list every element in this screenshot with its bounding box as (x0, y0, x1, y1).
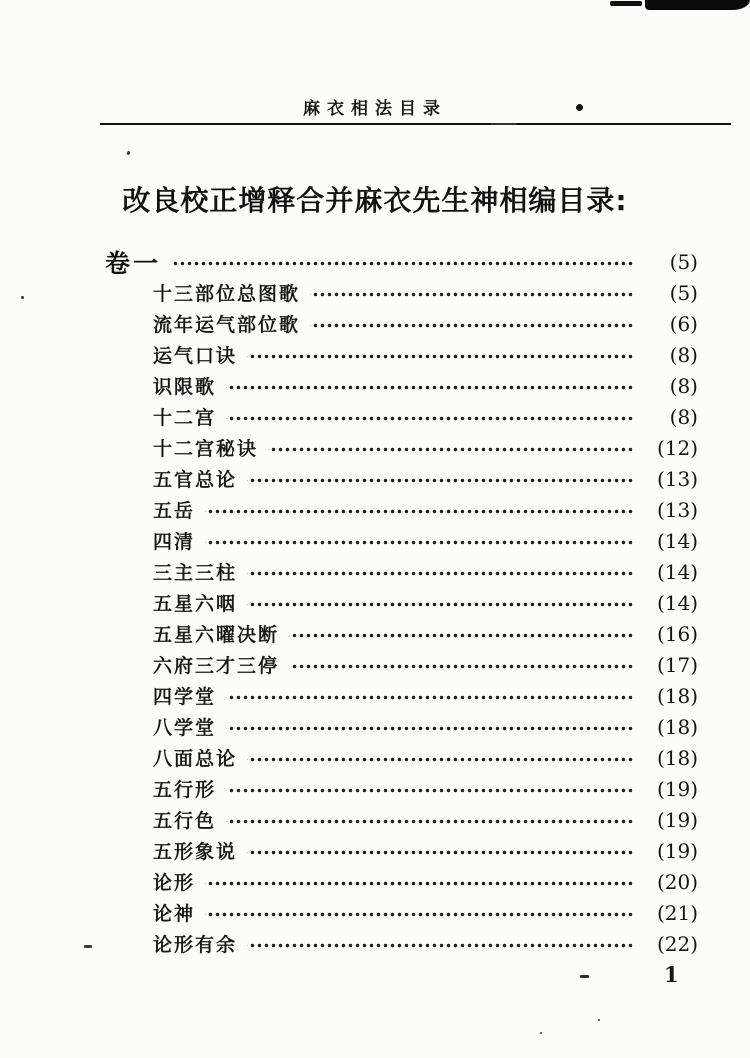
toc-entry (105, 525, 698, 556)
toc-entry-page: (5) (669, 280, 698, 305)
toc-entry-label: 十二宫秘诀 (153, 438, 259, 460)
toc-entry-label: 识限歌 (153, 376, 217, 398)
toc-entry-label: 八学堂 (153, 717, 217, 739)
scan-artifact-corner (645, 0, 750, 10)
toc-entry-page: (14) (656, 559, 698, 584)
toc-entry (105, 246, 698, 277)
toc-entry-label: 十二宫 (153, 407, 217, 429)
toc-entry (105, 680, 698, 711)
toc-entry-label: 五岳 (153, 500, 196, 522)
scan-speck (84, 945, 92, 948)
dot-leader (226, 818, 634, 826)
toc-entry-label: 五行色 (153, 810, 217, 832)
toc-entry (105, 804, 698, 835)
toc-entry (105, 711, 698, 742)
toc-entry-page: (17) (656, 652, 698, 677)
toc-entry (105, 866, 698, 897)
dot-leader (171, 260, 634, 268)
toc-list (105, 246, 698, 959)
toc-entry (105, 494, 698, 525)
toc-entry (105, 587, 698, 618)
toc-entry-page: (14) (656, 590, 698, 615)
toc-entry-page: (5) (669, 249, 698, 274)
toc-entry-label: 十三部位总图歌 (153, 283, 301, 305)
toc-entry (105, 308, 698, 339)
toc-entry-page: (22) (656, 931, 698, 956)
toc-entry (105, 897, 698, 928)
toc-entry-label: 四清 (153, 531, 196, 553)
toc-entry-page: (6) (669, 311, 698, 336)
toc-entry-label: 五形象说 (153, 841, 238, 863)
dot-leader (226, 725, 634, 733)
toc-entry-label: 卷一 (105, 248, 162, 278)
toc-entry-page: (8) (669, 342, 698, 367)
scan-speck (126, 151, 130, 156)
toc-entry-page: (8) (669, 404, 698, 429)
scan-speck (21, 296, 24, 299)
toc-entry (105, 277, 698, 308)
toc-entry-label: 流年运气部位歌 (153, 314, 301, 336)
toc-entry (105, 742, 698, 773)
toc-entry (105, 773, 698, 804)
toc-entry-label: 五星六咽 (153, 593, 238, 615)
scan-dash (580, 975, 589, 978)
toc-entry (105, 835, 698, 866)
toc-entry-page: (21) (656, 900, 698, 925)
toc-entry-page: (8) (669, 373, 698, 398)
toc-entry-label: 六府三才三停 (153, 655, 280, 677)
toc-entry (105, 618, 698, 649)
dot-leader (247, 849, 634, 857)
toc-entry-page: (19) (656, 838, 698, 863)
dot-leader (247, 570, 634, 578)
toc-entry-page: (18) (656, 714, 698, 739)
toc-entry (105, 463, 698, 494)
toc-entry-page: (20) (656, 869, 698, 894)
dot-leader (247, 601, 634, 609)
dot-leader (205, 880, 634, 888)
toc-entry-label: 八面总论 (153, 748, 238, 770)
toc-entry-page: (16) (656, 621, 698, 646)
header-rule (100, 123, 731, 125)
dot-leader (226, 694, 634, 702)
running-header: 麻衣相法目录 (303, 99, 447, 119)
toc-entry (105, 401, 698, 432)
scan-speck (540, 1032, 542, 1034)
toc-entry (105, 649, 698, 680)
toc-entry (105, 339, 698, 370)
toc-entry-page: (14) (656, 528, 698, 553)
dot-leader (205, 539, 634, 547)
toc-entry-page: (12) (656, 435, 698, 460)
ink-dot (576, 104, 583, 111)
toc-entry-page: (13) (656, 466, 698, 491)
dot-leader (310, 291, 634, 299)
toc-entry-page: (19) (656, 807, 698, 832)
toc-entry-label: 五行形 (153, 779, 217, 801)
dot-leader (289, 663, 634, 671)
dot-leader (247, 942, 634, 950)
toc-entry (105, 432, 698, 463)
dot-leader (289, 632, 634, 640)
toc-entry-label: 五官总论 (153, 469, 238, 491)
toc-entry-label: 五星六曜决断 (153, 624, 280, 646)
toc-entry-label: 论形 (153, 872, 196, 894)
toc-entry-label: 论形有余 (153, 934, 238, 956)
page-title: 改良校正增释合并麻衣先生神相编目录: (122, 184, 628, 217)
toc-entry (105, 556, 698, 587)
dot-leader (226, 415, 634, 423)
dot-leader (226, 384, 634, 392)
toc-entry-page: (18) (656, 745, 698, 770)
toc-entry-page: (19) (656, 776, 698, 801)
dot-leader (268, 446, 634, 454)
toc-entry (105, 370, 698, 401)
toc-entry-label: 四学堂 (153, 686, 217, 708)
dot-leader (247, 477, 634, 485)
dot-leader (247, 756, 634, 764)
dot-leader (205, 508, 634, 516)
toc-entry-label: 论神 (153, 903, 196, 925)
toc-entry-label: 运气口诀 (153, 345, 238, 367)
toc-entry-label: 三主三柱 (153, 562, 238, 584)
dot-leader (310, 322, 634, 330)
toc-entry-page: (13) (656, 497, 698, 522)
dot-leader (226, 787, 634, 795)
toc-entry-page: (18) (656, 683, 698, 708)
dot-leader (205, 911, 634, 919)
toc-entry (105, 928, 698, 959)
dot-leader (247, 353, 634, 361)
scan-artifact-corner (610, 1, 642, 6)
folio-page-number: 1 (664, 962, 679, 987)
scan-speck (598, 1019, 600, 1021)
